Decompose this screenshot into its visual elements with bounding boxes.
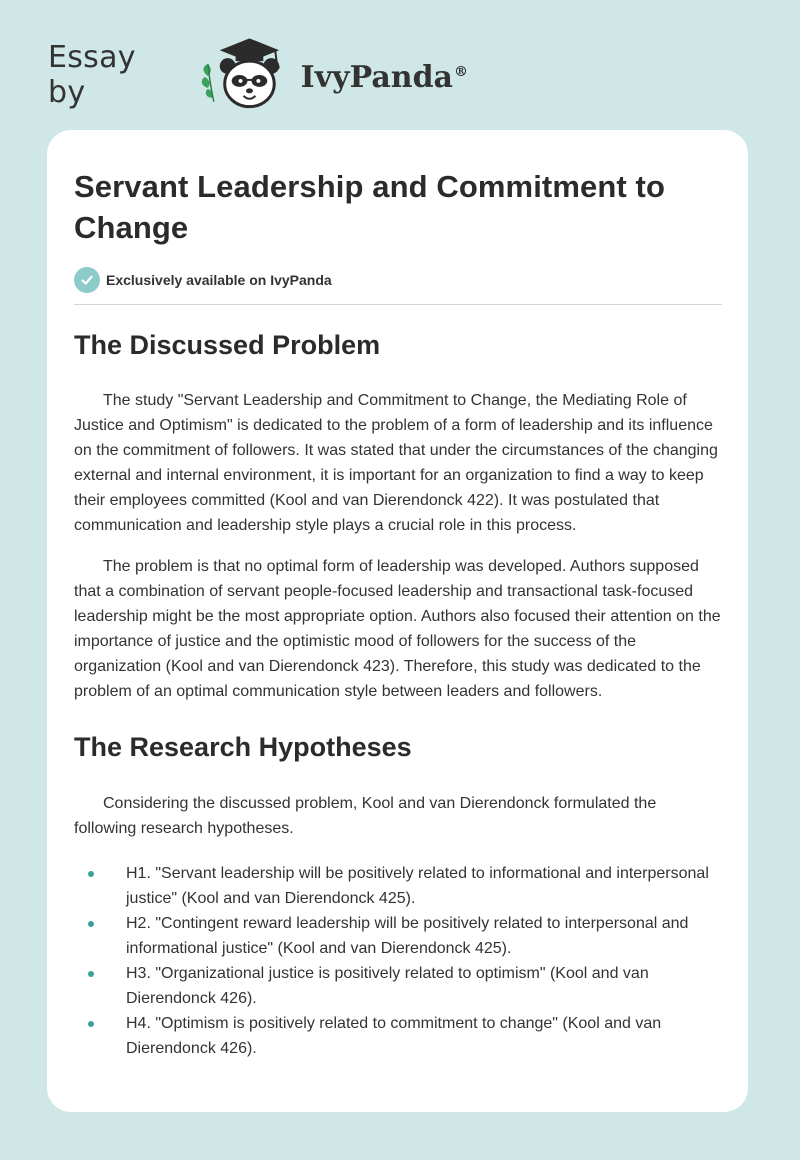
essay-card — [47, 130, 748, 1112]
exclusive-badge — [74, 267, 722, 293]
paragraph: The study "Servant Leadership and Commitment to Change, the Mediating Role of Justice and Optimism" is dedicated to the problem of a form of leadership and its influence on the commitment of followers. It was stated that under the circumstances of the changing external and internal environment, it is important for an organization to find a way to keep their employees committed (Kool and van Dierendonck 422). It was postulated that communication and leadership style plays a crucial role in this process. — [74, 392, 718, 534]
list-item — [74, 911, 722, 961]
checkmark-icon — [74, 267, 100, 293]
bullet-icon — [88, 871, 94, 877]
hypothesis-text: H2. "Contingent reward leadership will be positively related to interpersonal and informational justice" (Kool and van Dierendonck 425). — [126, 915, 689, 957]
exclusive-badge-label: Exclusively available on IvyPanda — [106, 272, 332, 288]
bullet-icon — [88, 921, 94, 927]
hypothesis-text: H4. "Optimism is positively related to commitment to change" (Kool and van Dierendonck 426). — [126, 1015, 662, 1057]
paragraph: Considering the discussed problem, Kool and van Dierendonck formulated the following research hypotheses. — [74, 795, 657, 837]
brand-logo[interactable] — [48, 34, 468, 114]
list-item — [74, 961, 722, 1011]
brand-name: IvyPanda® — [300, 59, 468, 95]
essay-title: Servant Leadership and Commitment to Change — [74, 169, 665, 245]
paragraph: The problem is that no optimal form of leadership was developed. Authors supposed that a combination of servant people-focused leadership and transactional task-focused leadership might be the most appropriate option. Authors also focused their attention on the importance of justice and the optimistic mood of followers for the success of the organization (Kool and van Dierendonck 423). Therefore, this study was dedicated to the problem of an optimal communication style between leaders and followers. — [74, 558, 721, 700]
bullet-icon — [88, 971, 94, 977]
title-divider — [74, 304, 722, 305]
section-heading-research-hypotheses: The Research Hypotheses — [74, 732, 412, 762]
brand-prefix: Essay by — [48, 40, 136, 110]
panda-mascot-icon — [198, 36, 297, 112]
bullet-icon — [88, 1021, 94, 1027]
section-heading-discussed-problem: The Discussed Problem — [74, 330, 381, 360]
hypothesis-text: H1. "Servant leadership will be positively related to informational and interpersonal justice" (Kool and van Dierendonck 425). — [126, 865, 709, 907]
hypotheses-list — [74, 861, 722, 1061]
list-item — [74, 861, 722, 911]
hypothesis-text: H3. "Organizational justice is positively related to optimism" (Kool and van Dierendonck 426). — [126, 965, 649, 1007]
list-item — [74, 1011, 722, 1061]
